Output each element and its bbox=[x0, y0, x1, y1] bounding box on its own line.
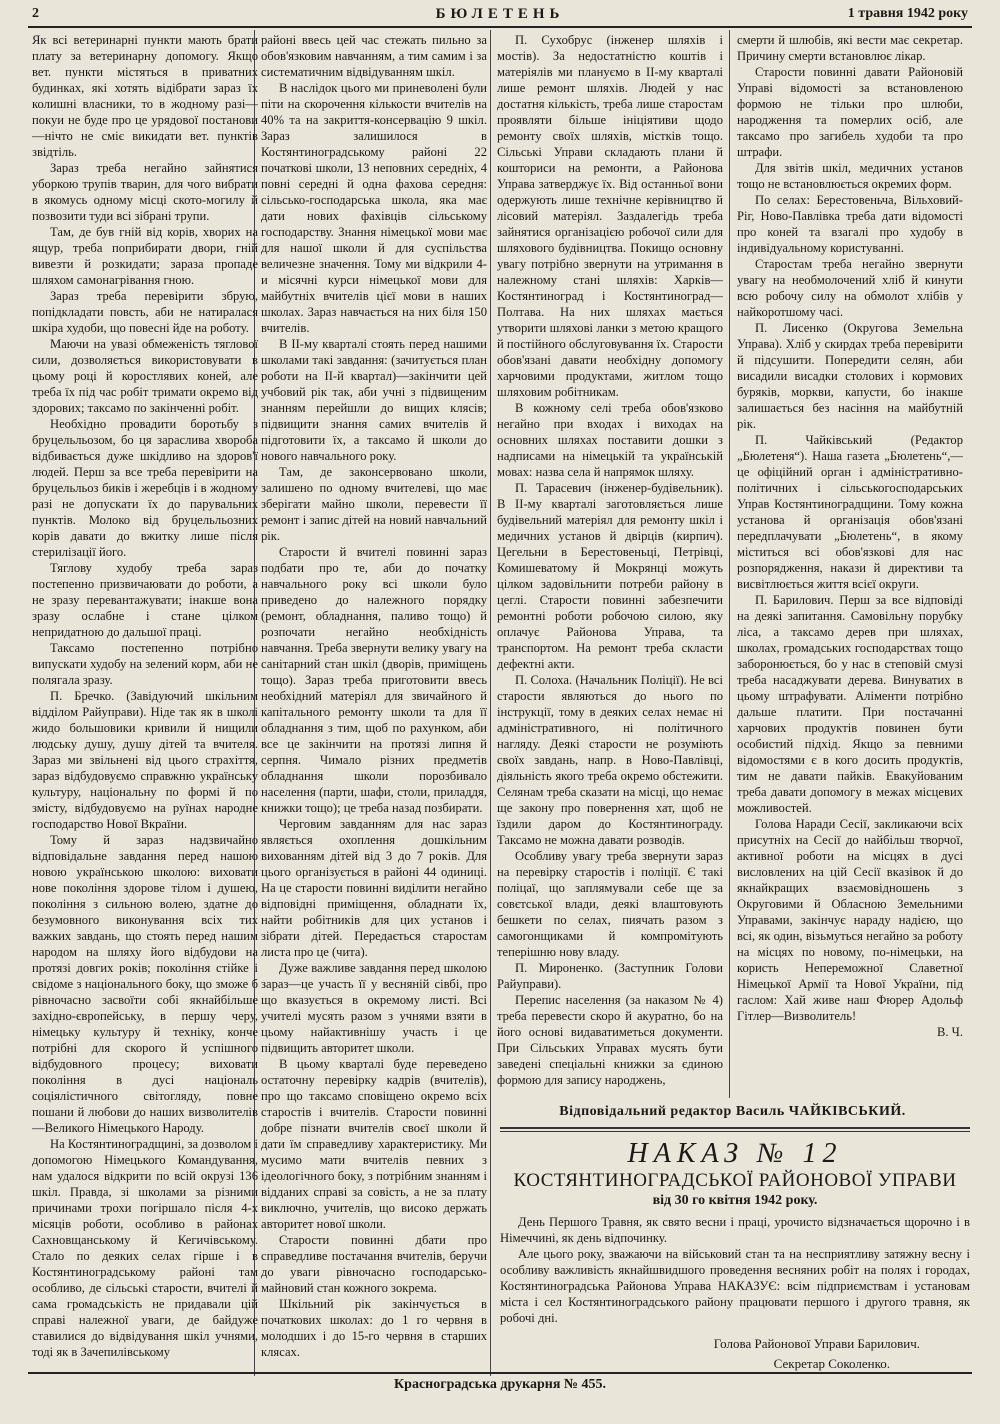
printer-imprint: Красноградська друкарня № 455. bbox=[394, 1377, 606, 1392]
signature-secretary: Секретар Соколенко. bbox=[773, 1356, 890, 1371]
paragraph: Таксамо постепенно потрібно випускати худобу на зелений корм, аби не полягала зразу. bbox=[32, 641, 258, 687]
paragraph: Тяглову худобу треба зараз постепенно призвичаювати до роботи, а не зразу перевантажувати; інакше вона зразу ослабне і стане цілком непридатною до дальшої праці. bbox=[32, 561, 258, 639]
paragraph: Там, де законсервовано школи, залишено по одному вчителеві, що має зберігати майно школи, перевести її ремонт і запис дітей на новий навчальний рік. bbox=[261, 465, 487, 543]
column-1 bbox=[32, 32, 258, 1372]
order-date: від 30 го квітня 1942 року. bbox=[652, 1193, 818, 1208]
paragraph: Перепис населення (за наказом № 4) треба перевести скоро й акуратно, бо на його основі видаватиметься документи. При Сільських Управах мусять бути заведені спеціальні книжки за єдиною формою для запису народжень, bbox=[497, 993, 723, 1087]
order-block bbox=[500, 1138, 970, 1372]
paragraph: Необхідно провадити боротьбу з бруцельльозом, бо ця зараслива хвороба відбивається дуже шкідливо на здоров'ї людей. Перш за все треба перевірити на бруцельльоз биків і жеребців і в жодному разі не допускати їх до парувальних пунктів. Молоко від бруцельльозних корів давати до вжитку лише після стерилізації його. bbox=[32, 417, 258, 559]
paragraph: П. Чайківський (Редактор „Бюлетеня“). Наша газета „Бюлетень“,—це офіційний орган і адміністративно-політичних і сільськогосподарських Управ Костянтиноградщини. Тому кожна установа й організація обов'язані передплачувати „Бюлетень“, в якому міститься всі обов'язкові для нас розпорядження, накази й директиви та висвітлюється життя всієї округи. bbox=[737, 433, 963, 591]
paragraph: П. Барилович. Перш за все відповіді на деякі запитання. Самовільну порубку ліса, а таксамо дерев при шляхах, школах, громадських господарствах тощо заборонюється, бо у нас в степовій смузі треба насаджувати дерева. Винуватих в цьому штрафувати. Аліменти потрібно дальше платити. При постачанні харчових продуктів повинен бути особистий підхід. Якщо за певними відомостями є в кого досить продуктів, тим не давати пайків. Евакуйованим треба давати допомогу в межах місцевих можливостей. bbox=[737, 593, 963, 815]
author-initials: В. Ч. bbox=[936, 1025, 963, 1039]
paragraph: П. Лисенко (Округова Земельна Управа). Хліб у скирдах треба перевірити й підсушити. Попередити селян, аби висадили висадки столових і кормових буряків, моркви, капусти, бо інакше залишається без насіння на майбутній рік. bbox=[737, 321, 963, 431]
paragraph: В цьому кварталі буде переведено остаточну перевірку кадрів (вчителів), про що таксамо сповіщено окремо всіх старостів і вчителів. Старости повинні добре пізнати вчителів своєї школи й дати їм справедливу характеристику. Ми мусимо мати вчителів певних з ідеологічного боку, з потрібним знанням і відданих справі за совість, а не за плату виключно, учителів, що високо держать авторитет нової школи. bbox=[261, 1057, 487, 1231]
order-rule bbox=[500, 1127, 970, 1129]
paragraph: П. Мироненко. (Заступник Голови Райуправи). bbox=[497, 961, 723, 991]
order-title: НАКАЗ № 12 bbox=[627, 1138, 843, 1169]
paragraph: Для звітів шкіл, медичних установ тощо не встановлюється окремих форм. bbox=[737, 161, 963, 191]
paragraph: Там, де був гній від корів, хворих на ящур, треба поприбирати двори, гній вивезти й розкидати; зараза пропаде шляхом самонагрівання гною. bbox=[32, 225, 258, 287]
order-paragraph: Але цього року, зважаючи на військовий стан та на несприятливу затяжну весну і особливу важливість якнайшвидшого проведення весняних робіт на полях і городах, Костянтиноградська Районова Управа НАКАЗУЄ: всім підприємствам і установам міста і сел Костянтиноградського району працювати першого і другого травня, як робочі дні. bbox=[500, 1247, 970, 1325]
issue-date: 1 травня 1942 року bbox=[847, 6, 968, 21]
paragraph: В наслідок цього ми приневолені були піти на скорочення кількости вчителів на 40% та на закриття-консервацію 9 шкіл. Зараз залишилося в Костянтиноградському районі 22 початкові школи, 13 неповних середніх, 4 повні середні й одна фахова середня: сільсько-господарська школа, яка має дати нових фахівців сільському господарству. Знання німецької мови має для нашої школи й для суспільства величезне значення. Тому ми відкрили 4-и місячні курси німецької мови для майбутніх вчителів цієї мови в наших школах. Зараз навчається на них біля 150 вчителів. bbox=[261, 81, 487, 335]
paragraph: Старости й вчителі повинні зараз подбати про те, аби до початку навчального року всі школи було приведено до належного порядку (ремонт, обладнання, паливо тощо) й розпочати негайно необхідність навчання. Треба звернути велику увагу на санітарний стан шкіл (дворів, приміщень тощо). Зараз треба приготовити ввесь необхідний матеріял для звичайного й капітального ремонту школи та для її обладнання з тим, щоб по рахунком, аби все це закінчити на протязі липня й серпня. Чимало різних предметів обладнання школи порозбивало населення (парти, шафи, столи, приладдя, книжки тощо); це треба назад позбирати. bbox=[261, 545, 487, 815]
paragraph: П. Тарасевич (інженер-будівельник). В ІІ-му кварталі заготовляється лише будівельний матеріял для ремонту шкіл і медичних установ й двірців (кирпич). Цегельни в Берестовеньці, Петрівці, Комишеватому й Мокрянці можуть цілком задовільнити потреби району в цеглі. Старости повинні забезпечити ремонтні роботи робочою силою, яку оплачує Районова Управа, та транспортом. На ремонт треба скласти дефектні акти. bbox=[497, 481, 723, 671]
paragraph: В кожному селі треба обов'язково негайно при входах і виходах на основних шляхах поставити дошки з надписами на німецькій та українській мовах: назва села й напрямок шляху. bbox=[497, 401, 723, 479]
paragraph: смерти й шлюбів, які вести має секретар. Причину смерти встановлює лікар. bbox=[737, 33, 963, 63]
header-rule bbox=[28, 26, 972, 28]
paragraph: Зараз треба негайно зайнятися уборкою трупів тварин, для чого вибрати в якомусь одному місці ското-могилу й позвозити туди всі зібрані трупи. bbox=[32, 161, 258, 223]
paragraph: Зараз треба перевірити збрую, попідкладати повсть, аби не натиралася шкіра худоби, що повесні йде на роботу. bbox=[32, 289, 258, 335]
paragraph: Старостам треба негайно звернути увагу на необмолочений хліб й кинути всю робочу силу на обмолот хлібів у найкоротшому часі. bbox=[737, 257, 963, 319]
running-head bbox=[28, 6, 972, 26]
paragraph: На Костянтиноградщині, за дозволом і допомогою Німецького Командування, нам удалося відкрити по всій окрузі 136 шкіл. Правда, зі школами за різними причинами трохи погіршало після 4-х місяців роботи, особливо в районах Сахновщанському й Кегичівському. Стало по деяких селах гірше і в Костянтиноградському районі там особливо, де сільські старости, вчителі й сама громадськість не придавали цій справі належної уваги, де байдуже ставилися до відвідування шкіл учнями, тоді як в Зачепилівському bbox=[32, 1137, 258, 1359]
order-rule bbox=[500, 1131, 970, 1132]
paragraph: Як всі ветеринарні пункти мають брати плату за ветеринарну допомогу. Якщо вет. пункти містяться в приватних будинках, які хотять відібрати зараз їх колишні власники, то в жодному разі—покуи не буде про це урядової постанови—нічто не сміє викидати вет. пунктів звідтіль. bbox=[32, 33, 258, 159]
paragraph: Дуже важливе завдання перед школою зараз—це участь її у весняній сівбі, про що вказується в окремому листі. Всі учителі мусять разом з учнями взяти в цьому найактивнішу участь і це підвищить авторитет школи. bbox=[261, 961, 487, 1055]
order-paragraph: День Першого Травня, як свято весни і праці, урочисто відзначається щорочно і в Німеччині, як день відпочинку. bbox=[500, 1215, 970, 1245]
column-divider bbox=[490, 30, 491, 1376]
order-subtitle: КОСТЯНТИНОГРАДСЬКОЇ РАЙОНОВОЇ УПРАВИ bbox=[513, 1170, 957, 1191]
paragraph: Тому й зараз надзвичайно відповідальне завдання перед нашою новою українською школою: виховати нове покоління здорове тілом і душею, покоління з сильною волею, здатне до безумовного виконування всіх тих важких завдань, що стоять перед нашим народом на шляху його відбудови на протязі довгих років; покоління стійке і свідоме з національного боку, що зможе б рівночасно засвоїти собі якнайбільше західно-європейську, в першу черу, німецьку культуру й техніку, конче потрібні для скорого й успішного відбудовного процесу; виховати покоління в дусі національ соціялістичного світогляду, повне пошани й любови до наших визволителів—Великого Німецького Народу. bbox=[32, 833, 258, 1135]
column-2 bbox=[261, 32, 487, 1372]
paragraph: районі ввесь цей час стежать пильно за обов'язковим навчанням, а тим самим і за систематичним відвідуванням шкіл. bbox=[261, 33, 487, 79]
paragraph: П. Солоха. (Начальник Поліції). Не всі старости являються до нього по інструкції, тому в деяких селах немає ні адміністративного, ні політичного нагляду. Деякі старости не розуміють своїх завдань, напр. в Ново-Павлівці, діяльність якого треба окремо обстежити. Селянам треба сказати на місці, що немає ще закону про повернення хат, щоб не їздили даром до Костянтинограду. Таксамо не можна давати розводів. bbox=[497, 673, 723, 847]
column-4 bbox=[737, 32, 963, 1092]
paragraph: Голова Наради Сесії, закликаючи всіх присутніх на Сесії до найбільш творчої, активної роботи на місцях в дусі висловлених на цій Сесії вказівок й до якнайкращих взаємовідношень з Округовими й Обласною Земельними Управами, закінчує нараду надією, що всі, як один, візьмуться негайно за роботу на місцях по новому, по-німецьки, на користь Непереможної Славетної Німецької Армії та Нової України, під гаслом: Хай живе наш Фюрер Адольф Гітлер—Визволитель! bbox=[737, 817, 963, 1023]
paragraph: Черговим завданням для нас зараз являється охоплення дошкільним вихованням дітей від 3 до 7 років. Для цього організується в районі 44 одиниці. На це старости повинні виділити негайно відповідні приміщення, обладнати їх, найти робітників для цих установ і зібрати дітей. Передається старостам листа про це (чита). bbox=[261, 817, 487, 959]
paragraph: П. Сухобрус (інженер шляхів і мостів). За недостатністю коштів і матеріялів ми плануємо в ІІ-му кварталі лише ремонт шляхів. Людей у нас достатня кількість, треба лише старостам проявляти більше ініціятиви щодо ремонту своїх шляхів, містків тощо. Сільські Управи складають плани й кошториси на ремонти, а Районова Управа затверджує їх. Від останньої вони одержують лише технічне керівництво й лісовий матеріял. Заздалегідь треба зайнятися організацією робочої сили для шляхового будівництва. Покищо основну увагу потрібно звернути на утримання в належному стані шляхів: Харків—Костянтиноград і Костянтиноград—Полтава. На них шляхах мається утворити шляхові ланки з метою кращого й постійного обслуговування їх. Старости обов'язані давати необхідну допомогу харчовими продуктами, житлом тощо шляховим робітникам. bbox=[497, 33, 723, 399]
paragraph: Старости повинні дбати про справедливе постачання вчителів, беручи до уваги рівночасно господарсько-майновий стан кожного зокрема. bbox=[261, 1233, 487, 1295]
paragraph: Старости повинні давати Районовій Управі відомості за встановленою формою не тільки про шлюби, народження та померлих осіб, але таксамо про загибель худоби та про штрафи. bbox=[737, 65, 963, 159]
column-3 bbox=[497, 32, 723, 1092]
paragraph: Шкільний рік закінчується в початкових школах: до 1 го червня в молодших і до 15-го червня в старших клясах. bbox=[261, 1297, 487, 1359]
paragraph: Маючи на увазі обмеженість тяглової сили, дозволяється використовувати в цьому році й коростлявих коней, але треба їх під час робіт тримати окремо від здорових; таксамо по закінченні робіт. bbox=[32, 337, 258, 415]
paragraph: П. Бречко. (Завідуючий шкільним відділом Райуправи). Ніде так як в школі жидо большовики кривили й нищили людську душу, душу дітей та вчителя. Зараз ми звільнені від цього страхіття, зараз відбудовуємо справжню українську культуру, національну по формі й по змісту, відбудовуємо на руїнах народне господарство Нової Вкраїни. bbox=[32, 689, 258, 831]
page-number: 2 bbox=[32, 6, 39, 21]
newspaper-title: БЮЛЕТЕНЬ bbox=[435, 6, 565, 22]
paragraph: В ІІ-му кварталі стоять перед нашими школами такі завдання: (зачитується план роботи на ІІ-й квартал)—закінчити цей учбовий рік так, аби учні з підвищеним знанням перейшли до вищих клясів; підвищити знання самих вчителів й підготовити їх, а таксамо й школи до нового навчального року. bbox=[261, 337, 487, 463]
signature-head: Голова Районової Управи Барилович. bbox=[713, 1336, 920, 1351]
paragraph: Особливу увагу треба звернути зараз на перевірку старостів і поліції. Є такі поліцаї, що заплямували себе ще за совєтської влади, деякі влаштовують бешкети по селах, пиячать разом з самогонщиками й компромітують теперішню нову владу. bbox=[497, 849, 723, 959]
column-divider bbox=[729, 30, 730, 1098]
paragraph: По селах: Берестовеньча, Вільховий-Ріг, Ново-Павлівка треба дати відомості про коней та взагалі про худобу в індивідуальному користуванні. bbox=[737, 193, 963, 255]
editor-line: Відповідальний редактор Василь ЧАЙКІВСЬКИЙ. bbox=[559, 1104, 906, 1119]
footer-rule bbox=[28, 1372, 972, 1374]
